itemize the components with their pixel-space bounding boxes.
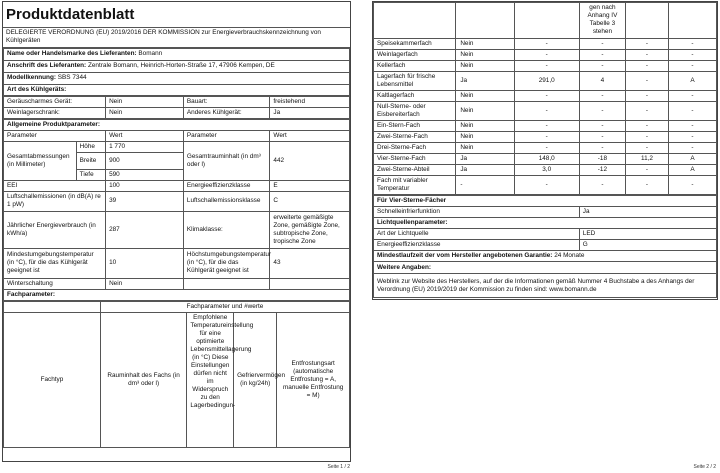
volume-value: 442 — [270, 141, 350, 180]
page-number-2: Seite 2 / 2 — [693, 463, 716, 470]
compartment-row — [374, 121, 717, 132]
model-value: SBS 7344 — [57, 74, 87, 82]
type-label-0: Geräuscharmes Gerät: — [4, 96, 106, 107]
compartment-defrost: - — [668, 61, 716, 72]
noise-label: Luftschallemissionen (in dB(A) re 1 pW) — [4, 191, 106, 211]
compartment-header-table — [3, 301, 350, 448]
datasheet-page-1 — [2, 1, 351, 462]
supplier-name-row — [4, 48, 350, 60]
quick-freeze-value: Ja — [579, 207, 716, 218]
energy-class-value: E — [270, 180, 350, 191]
compartment-row — [374, 165, 717, 176]
compartment-present: Ja — [456, 165, 514, 176]
compartment-row — [374, 91, 717, 102]
compartment-defrost: - — [668, 102, 716, 121]
supplier-address-label: Anschrift des Lieferanten: — [7, 62, 87, 70]
compartment-present: Nein — [456, 91, 514, 102]
compartment-volume: - — [514, 39, 579, 50]
compartment-heading: Fachparameter: — [4, 289, 350, 300]
compartment-volume: - — [514, 132, 579, 143]
col-param2-header: Parameter — [183, 130, 270, 141]
type-value-1: Nein — [106, 107, 184, 118]
type-heading: Art des Kühlgeräts: — [4, 84, 350, 95]
compartment-table — [373, 2, 717, 195]
compartment-temp: - — [579, 176, 625, 195]
winter-empty-2 — [270, 278, 350, 289]
eei-value: 100 — [106, 180, 184, 191]
compartment-defrost: A — [668, 165, 716, 176]
compartment-name: Drei-Sterne-Fach — [374, 143, 456, 154]
max-temp-label: Höchstumgebungstemperatur (in °C), für die das Kühlgerät geeignet ist — [183, 248, 270, 278]
compartment-defrost: - — [668, 176, 716, 195]
col-value2-header: Wert — [270, 130, 350, 141]
compartment-defrost: A — [668, 72, 716, 91]
datasheet-page-2 — [372, 1, 718, 300]
general-heading: Allgemeine Produktparameter: — [4, 119, 350, 130]
climate-value: erweiterte gemäßigte Zone, gemäßigte Zone, subtropische Zone, tropische Zone — [270, 211, 350, 248]
col-temp-header: Empfohlene Temperatureinstellung für eine optimierte Lebensmittellagerung (in °C) Diese Einstellungen dürfen nicht im Widerspruch zu den Lagerbedingun- — [187, 312, 234, 447]
document-title: Produktdatenblatt — [3, 2, 350, 28]
annual-energy-label: Jährlicher Energieverbrauch (in kWh/a) — [4, 211, 106, 248]
type-value2-0: freistehend — [270, 96, 350, 107]
type-label2-1: Anderes Kühlgerät: — [183, 107, 270, 118]
more-info-text: Weblink zur Website des Herstellers, auf der die Informationen gemäß Nummer 4 Buchstabe a des Anhangs der Verordnung (EU) 2019/2019 der Kommission zu finden sind: www.bomann.de — [374, 274, 717, 298]
compartment-name: Null-Sterne- oder Eisbereiterfach — [374, 102, 456, 121]
compartment-freeze: - — [626, 176, 669, 195]
compartment-row — [374, 143, 717, 154]
supplier-table — [3, 48, 350, 96]
group-header: Fachparameter und #werte — [100, 301, 349, 312]
compartment-temp: - — [579, 102, 625, 121]
compartment-defrost: - — [668, 91, 716, 102]
min-temp-value: 10 — [106, 248, 184, 278]
compartment-present: Nein — [456, 102, 514, 121]
winter-value: Nein — [106, 278, 184, 289]
compartment-name: Zwei-Sterne-Abteil — [374, 165, 456, 176]
compartment-temp: - — [579, 143, 625, 154]
compartment-row — [374, 154, 717, 165]
eei-label: EEI — [4, 180, 106, 191]
cont-empty-2 — [456, 3, 514, 39]
compartment-row — [374, 102, 717, 121]
compartment-freeze: - — [626, 132, 669, 143]
compartment-freeze: - — [626, 143, 669, 154]
supplier-address-row — [4, 60, 350, 72]
height-label: Höhe — [76, 141, 105, 152]
four-star-table — [373, 195, 717, 298]
type-label2-0: Bauart: — [183, 96, 270, 107]
dimensions-label: Gesamtabmessungen (in Millimeter) — [4, 141, 77, 180]
compartment-temp: - — [579, 132, 625, 143]
general-params-table — [3, 119, 350, 301]
min-temp-label: Mindestumgebungstemperatur (in °C), für die das Kühlgerät geeignet ist — [4, 248, 106, 278]
compartment-volume: - — [514, 176, 579, 195]
compartment-present: Nein — [456, 132, 514, 143]
energy-class-label: Energieeffizienzklasse — [183, 180, 270, 191]
col-volume-header: Rauminhalt des Fachs (in dm³ oder l) — [100, 312, 187, 447]
type-table — [3, 96, 350, 119]
compartment-present: Nein — [456, 143, 514, 154]
compartment-row — [374, 72, 717, 91]
compartment-present: Nein — [456, 39, 514, 50]
winter-empty-1 — [183, 278, 270, 289]
model-label: Modellkennung: — [7, 74, 56, 82]
temp-header-continued: gen nach Anhang IV Tabelle 3 stehen — [579, 3, 625, 39]
compartment-freeze: 11,2 — [626, 154, 669, 165]
compartment-name: Speisekammerfach — [374, 39, 456, 50]
compartment-present: Ja — [456, 154, 514, 165]
cont-empty-4 — [626, 3, 669, 39]
compartment-temp: - — [579, 39, 625, 50]
compartment-defrost: - — [668, 121, 716, 132]
depth-label: Tiefe — [76, 169, 105, 180]
compartment-freeze: - — [626, 102, 669, 121]
page-2 — [360, 0, 720, 473]
supplier-name-value: Bomann — [138, 50, 163, 58]
compartment-present: Nein — [456, 50, 514, 61]
compartment-name: Kaltlagerfach — [374, 91, 456, 102]
compartment-freeze: - — [626, 121, 669, 132]
model-row — [4, 72, 350, 84]
light-class-label: Energieeffizienzklasse — [374, 240, 580, 251]
compartment-temp: - — [579, 50, 625, 61]
compartment-name: Ein-Stern-Fach — [374, 121, 456, 132]
page-number-1: Seite 1 / 2 — [327, 463, 350, 470]
compartment-volume: - — [514, 91, 579, 102]
compartment-freeze: - — [626, 72, 669, 91]
compartment-temp: - — [579, 121, 625, 132]
compartment-temp: -12 — [579, 165, 625, 176]
light-class-value: G — [579, 240, 716, 251]
compartment-present: Nein — [456, 61, 514, 72]
noise-value: 39 — [106, 191, 184, 211]
compartment-temp: -18 — [579, 154, 625, 165]
type-value-0: Nein — [106, 96, 184, 107]
four-star-heading: Für Vier-Sterne-Fächer — [374, 196, 717, 207]
group-header-empty — [4, 301, 101, 312]
volume-label: Gesamtrauminhalt (in dm³ oder l) — [183, 141, 270, 180]
compartment-defrost: - — [668, 50, 716, 61]
climate-label: Klimaklasse: — [183, 211, 270, 248]
type-label-1: Weinlagerschrank: — [4, 107, 106, 118]
compartment-row — [374, 50, 717, 61]
col-value-header: Wert — [106, 130, 184, 141]
compartment-freeze: - — [626, 50, 669, 61]
light-type-label: Art der Lichtquelle — [374, 229, 580, 240]
max-temp-value: 43 — [270, 248, 350, 278]
noise-class-value: C — [270, 191, 350, 211]
width-label: Breite — [76, 152, 105, 169]
winter-label: Winterschaltung — [4, 278, 106, 289]
compartment-volume: - — [514, 121, 579, 132]
cont-empty-5 — [668, 3, 716, 39]
compartment-volume: - — [514, 102, 579, 121]
compartment-defrost: A — [668, 154, 716, 165]
compartment-row — [374, 39, 717, 50]
compartment-temp: 4 — [579, 72, 625, 91]
compartment-present: Nein — [456, 121, 514, 132]
quick-freeze-label: Schnelleinfrierfunktion — [374, 207, 580, 218]
light-type-value: LED — [579, 229, 716, 240]
col-freeze-header: Gefriervermögen (in kg/24h) — [234, 312, 277, 447]
compartment-freeze: - — [626, 91, 669, 102]
col-type-header: Fachtyp — [4, 312, 101, 447]
compartment-defrost: - — [668, 39, 716, 50]
compartment-row — [374, 132, 717, 143]
compartment-name: Weinlagerfach — [374, 50, 456, 61]
compartment-name: Vier-Sterne-Fach — [374, 154, 456, 165]
compartment-temp: - — [579, 61, 625, 72]
compartment-volume: 3,0 — [514, 165, 579, 176]
supplier-name-label: Name oder Handelsmarke des Lieferanten: — [7, 50, 137, 58]
compartment-temp: - — [579, 91, 625, 102]
width-value: 900 — [106, 152, 184, 169]
warranty-value: 24 Monate — [554, 252, 585, 259]
depth-value: 590 — [106, 169, 184, 180]
compartment-volume: 291,0 — [514, 72, 579, 91]
more-info-heading: Weitere Angaben: — [374, 262, 717, 274]
noise-class-label: Luftschallemissionsklasse — [183, 191, 270, 211]
warranty-label: Mindestlaufzeit der vom Hersteller angebotenen Garantie: — [377, 252, 553, 259]
compartment-volume: 148,0 — [514, 154, 579, 165]
compartment-present: - — [456, 176, 514, 195]
compartment-name: Lagerfach für frische Lebensmittel — [374, 72, 456, 91]
light-heading: Lichtquellenparameter: — [374, 218, 717, 229]
height-value: 1 770 — [106, 141, 184, 152]
supplier-address-value: Zentrale Bomann, Heinrich-Horten-Straße 17, 47906 Kempen, DE — [87, 62, 275, 70]
compartment-name: Kellerfach — [374, 61, 456, 72]
col-param-header: Parameter — [4, 130, 106, 141]
compartment-present: Ja — [456, 72, 514, 91]
compartment-freeze: - — [626, 61, 669, 72]
annual-energy-value: 287 — [106, 211, 184, 248]
type-value2-1: Ja — [270, 107, 350, 118]
compartment-volume: - — [514, 50, 579, 61]
compartment-freeze: - — [626, 165, 669, 176]
compartment-name: Zwei-Sterne-Fach — [374, 132, 456, 143]
col-defrost-header: Entfrostungsart (automatische Entfrostung = A, manuelle Entfrostung = M) — [277, 312, 350, 447]
warranty-row — [374, 251, 717, 262]
compartment-name: Fach mit variabler Temperatur — [374, 176, 456, 195]
cont-empty-3 — [514, 3, 579, 39]
compartment-row — [374, 61, 717, 72]
compartment-volume: - — [514, 143, 579, 154]
compartment-defrost: - — [668, 132, 716, 143]
compartment-defrost: - — [668, 143, 716, 154]
cont-empty-1 — [374, 3, 456, 39]
compartment-freeze: - — [626, 39, 669, 50]
compartment-volume: - — [514, 61, 579, 72]
regulation-subtitle: DELEGIERTE VERORDNUNG (EU) 2019/2016 DER KOMMISSION zur Energieverbrauchskennzeichnung von Kühlgeräten — [3, 28, 350, 48]
compartment-row — [374, 176, 717, 195]
compartment-rows — [374, 39, 717, 195]
